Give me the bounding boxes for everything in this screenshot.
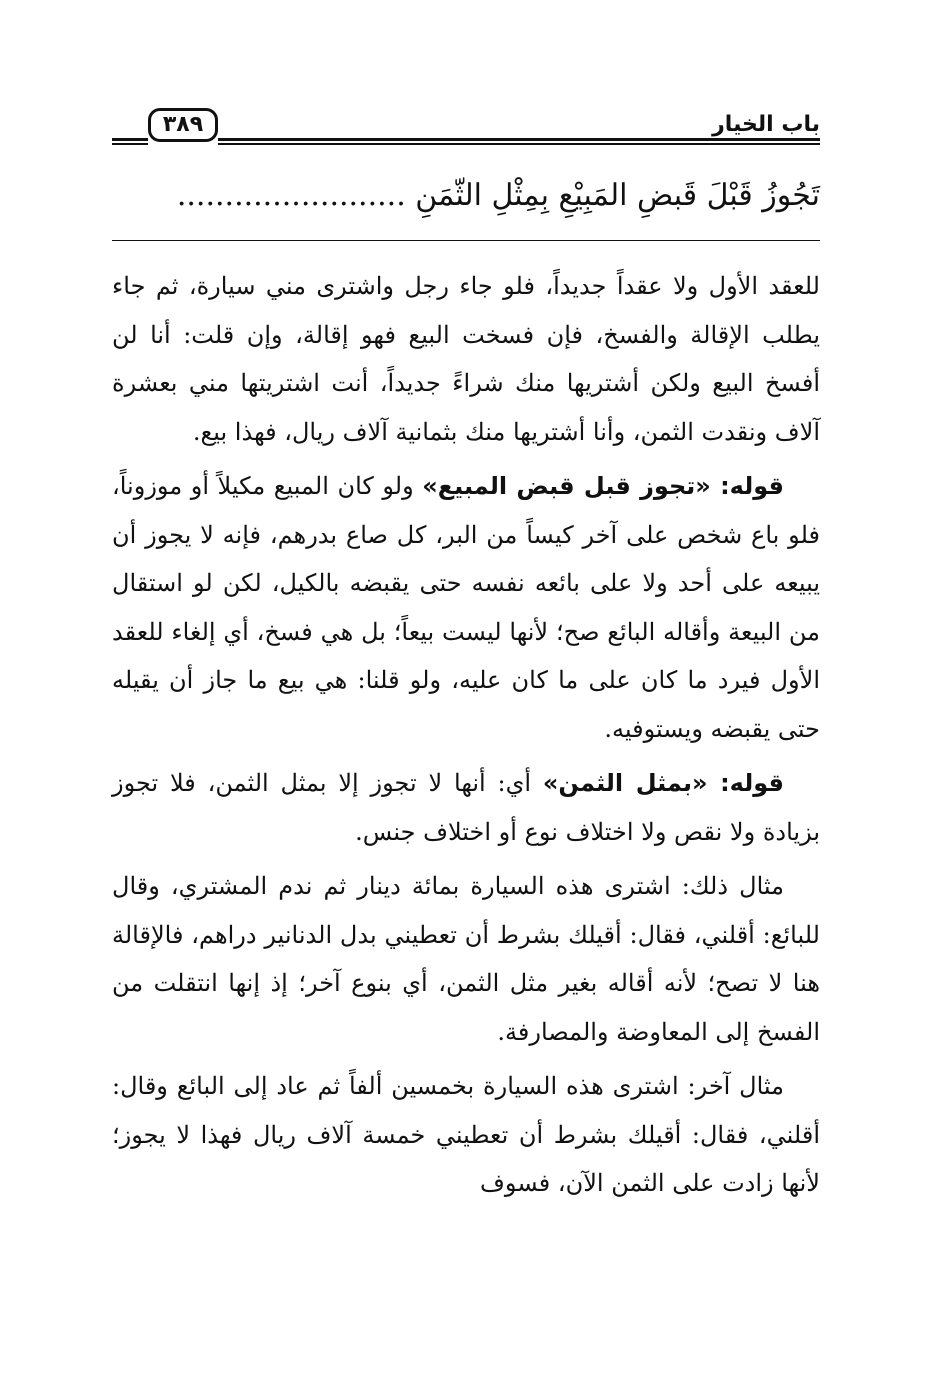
- page-number: ٣٨٩: [148, 108, 218, 142]
- header-rule-left: [112, 138, 148, 145]
- header-rule-right: [218, 138, 820, 145]
- running-header: [112, 104, 820, 154]
- paragraph-text: ولو كان المبيع مكيلاً أو موزوناً، فلو باع شخص على آخر كيساً من البر، كل صاع بدرهم، فإنه لا يجوز أن يبيعه على أحد ولا على بائعه نفسه حتى يقبضه بالكيل، لكن لو استقال من البيعة وأقاله البائع صح؛ لأنها ليست بيعاً؛ بل هي فسخ، أي إلغاء للعقد الأول فيرد ما كان على ما كان عليه، ولو قلنا: هي بيع ما جاز أن يقيله حتى يقبضه ويستوفيه.: [112, 472, 820, 743]
- paragraph-5: [112, 1062, 820, 1208]
- paragraph-3: [112, 759, 820, 856]
- paragraph-lead: قوله: «تجوز قبل قبض المبيع»: [422, 472, 785, 500]
- body-text: [112, 262, 820, 1214]
- section-title-text: تَجُوزُ قَبْلَ قَبضِ المَبِيْعِ بِمِثْلِ الثّمَنِ: [415, 178, 820, 213]
- section-title: [112, 168, 820, 224]
- section-title-dots: ........................: [176, 178, 406, 213]
- paragraph-1: [112, 262, 820, 456]
- paragraph-text: للعقد الأول ولا عقداً جديداً، فلو جاء رجل واشترى مني سيارة، ثم جاء يطلب الإقالة والفسخ، فإن فسخت البيع فهو إقالة، وإن قلت: أنا لن أفسخ البيع ولكن أشتريها منك شراءً جديداً، أنت اشتريتها مني بعشرة آلاف ونقدت الثمن، وأنا أشتريها منك بثمانية آلاف ريال، فهذا بيع.: [112, 272, 820, 446]
- paragraph-text: مثال ذلك: اشترى هذه السيارة بمائة دينار ثم ندم المشتري، وقال للبائع: أقلني، فقال: أقيلك بشرط أن تعطيني بدل الدنانير دراهم، فالإقالة هنا لا تصح؛ لأنه أقاله بغير مثل الثمن، أي بنوع آخر؛ إذ إنها انتقلت من الفسخ إلى المعاوضة والمصارفة.: [112, 872, 820, 1046]
- paragraph-text: أي: أنها لا تجوز إلا بمثل الثمن، فلا تجوز بزيادة ولا نقص ولا اختلاف نوع أو اختلاف جنس.: [112, 769, 820, 846]
- paragraph-2: [112, 462, 820, 753]
- paragraph-lead: قوله: «بمثل الثمن»: [542, 769, 784, 797]
- paragraph-4: [112, 862, 820, 1056]
- paragraph-text: مثال آخر: اشترى هذه السيارة بخمسين ألفاً ثم عاد إلى البائع وقال: أقلني، فقال: أقيلك بشرط أن تعطيني خمسة آلاف ريال فهذا لا يجوز؛ لأنها زادت على الثمن الآن، فسوف: [112, 1072, 820, 1197]
- title-divider: [112, 240, 820, 241]
- chapter-name: باب الخيار: [712, 112, 820, 137]
